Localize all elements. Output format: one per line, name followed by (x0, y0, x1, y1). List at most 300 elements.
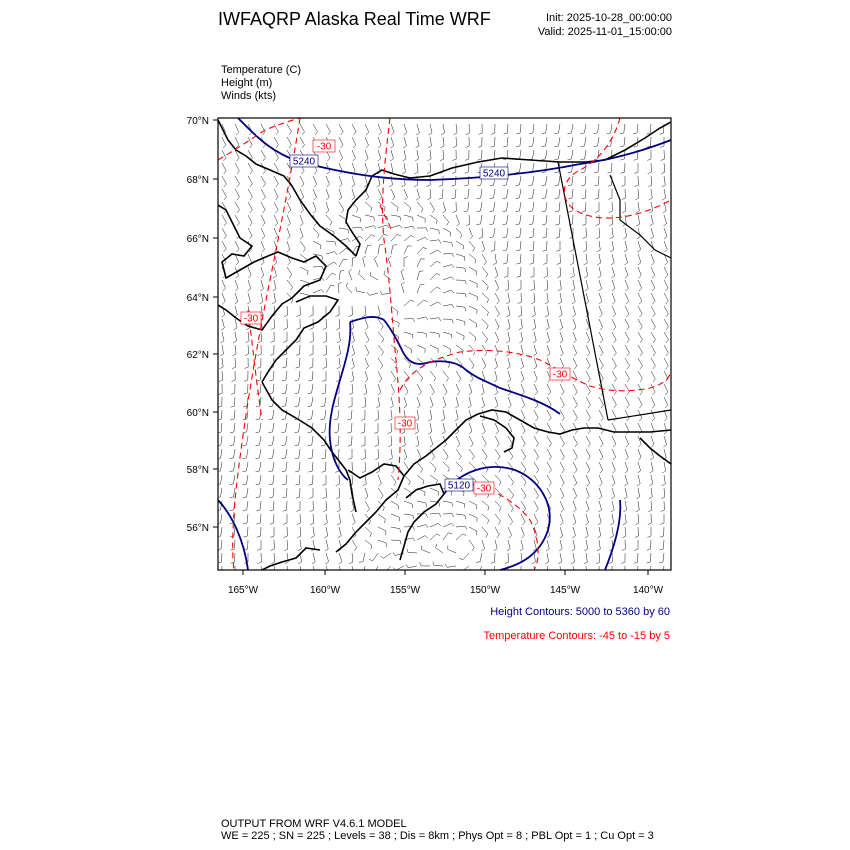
wind-barb (583, 241, 587, 252)
wind-barb (545, 553, 548, 564)
wind-barb (321, 410, 326, 420)
wind-barb (637, 462, 640, 473)
wind-barb (477, 202, 482, 212)
wind-barb (430, 250, 441, 254)
wind-barb (403, 137, 406, 148)
wind-barb (490, 215, 496, 225)
wind-barb (391, 137, 394, 148)
wind-barb (586, 449, 590, 460)
wind-barb (469, 449, 474, 460)
wind-barb (417, 332, 427, 337)
wind-barb (573, 319, 576, 330)
wind-barb (362, 462, 366, 473)
wind-barb (348, 423, 353, 433)
wind-barb (309, 358, 313, 368)
wind-barb (404, 202, 411, 212)
wind-barb (339, 248, 349, 254)
wind-barb (430, 397, 433, 408)
wind-barb (391, 475, 396, 486)
wind-barb (417, 536, 428, 540)
wind-barb (621, 163, 625, 173)
wind-barb (573, 514, 576, 525)
wind-barb (637, 475, 640, 486)
wind-barb (365, 319, 368, 330)
wind-barb (365, 150, 368, 161)
wind-barb (339, 566, 342, 577)
wind-barb (596, 215, 600, 226)
wind-barb (441, 410, 444, 421)
wind-barb (300, 228, 303, 239)
wind-barb (381, 566, 391, 572)
wind-barb (516, 189, 522, 199)
wind-barb (612, 293, 615, 304)
wind-barb (234, 319, 237, 330)
wind-barb (312, 553, 315, 564)
wind-barb (469, 358, 474, 369)
wind-barb (274, 189, 278, 200)
wind-barb (521, 449, 526, 460)
wind-barb (256, 462, 261, 472)
wind-barb (491, 124, 495, 134)
wind-barb (365, 215, 374, 221)
wind-barb (560, 410, 564, 421)
wind-barb (420, 562, 430, 566)
wind-barb (469, 254, 476, 264)
wind-barb (581, 150, 586, 160)
wind-barb (558, 566, 562, 577)
wind-barb (443, 358, 450, 368)
wind-barb (529, 189, 534, 199)
wind-barb (234, 306, 237, 317)
wind-barb (430, 345, 438, 353)
wind-barb (222, 293, 225, 304)
wind-barb (417, 475, 424, 485)
wind-barb (638, 397, 642, 408)
wind-barb (323, 501, 327, 512)
wind-barb (350, 566, 353, 577)
wind-barb (308, 449, 313, 459)
wind-barb (374, 423, 378, 433)
wind-barb (517, 566, 521, 577)
wind-barb (222, 176, 226, 187)
wind-barb (494, 358, 497, 369)
wind-barb (519, 319, 523, 330)
wind-barbs (217, 124, 669, 577)
wind-barb (455, 410, 458, 421)
wind-barb (598, 267, 601, 278)
wind-barb (636, 488, 639, 499)
wind-barb (495, 488, 501, 498)
wind-barb (651, 280, 655, 291)
wind-barb (219, 371, 223, 382)
wind-barb (404, 345, 412, 354)
wind-barb (326, 189, 329, 200)
wind-barb (378, 189, 382, 200)
wind-barb (534, 449, 539, 460)
wind-barb (352, 124, 356, 135)
wind-barb (547, 384, 551, 395)
wind-barb (568, 150, 573, 160)
wind-barb (495, 332, 499, 343)
wind-barb (430, 513, 441, 517)
lat-ticks (213, 120, 218, 527)
wind-barb (365, 137, 369, 148)
wind-barb (221, 332, 224, 343)
wind-barb (351, 358, 354, 369)
wind-barb (547, 462, 552, 473)
wind-barb (624, 475, 627, 486)
wind-barb (453, 137, 457, 148)
wind-barb (367, 292, 378, 295)
wind-barb (326, 273, 336, 280)
wind-barb (295, 462, 300, 472)
wind-barb (571, 566, 575, 577)
wind-barb (338, 282, 342, 293)
wind-barb (664, 319, 669, 330)
wind-barb (270, 527, 274, 537)
wind-barb (534, 384, 538, 395)
lon-label: 150°W (469, 585, 501, 596)
wind-barb (456, 332, 464, 340)
wind-barb (547, 345, 550, 356)
wind-barb (287, 202, 291, 213)
wind-barb (430, 215, 437, 224)
wind-barb (503, 254, 508, 264)
lat-label: 62°N (186, 350, 209, 361)
lon-label: 160°W (309, 585, 341, 596)
wind-barb (243, 462, 249, 472)
wind-barb (453, 202, 457, 213)
wind-barb (361, 410, 365, 420)
wind-barb (391, 514, 400, 521)
lon-ticks (243, 570, 648, 575)
wind-barb (624, 488, 627, 499)
wind-barb (508, 475, 514, 486)
wind-barb (313, 228, 319, 238)
wind-barb (456, 267, 466, 272)
wind-barb (546, 332, 549, 343)
lon-label: 165°W (227, 585, 259, 596)
wind-barb (365, 235, 375, 241)
wind-barb (557, 267, 561, 278)
wind-barb (636, 202, 640, 213)
wind-barb (505, 280, 509, 291)
wind-barb (608, 566, 612, 577)
lat-label: 70°N (186, 116, 209, 127)
wind-barb (469, 293, 477, 301)
wind-barb (638, 371, 642, 382)
wind-barb (650, 215, 653, 226)
wind-barb (651, 306, 655, 317)
wind-barb (664, 397, 668, 408)
wind-barb (599, 332, 603, 343)
wind-barb (543, 241, 547, 251)
wind-barb (322, 384, 327, 394)
wind-barb (518, 306, 522, 317)
wind-barb (365, 345, 369, 356)
wind-barb (443, 501, 453, 507)
wind-barb (404, 319, 415, 323)
wind-barb (542, 202, 547, 212)
wind-barb (586, 475, 590, 486)
wind-barb (596, 553, 600, 564)
wind-barb (638, 254, 641, 265)
wind-barb (469, 436, 473, 447)
wind-barb (248, 267, 251, 278)
wind-barb (635, 514, 639, 525)
wind-barb (416, 189, 419, 200)
wind-barb (390, 150, 393, 161)
wind-barb (520, 358, 523, 369)
wind-barb (261, 124, 265, 135)
wind-barb (620, 124, 625, 134)
wind-barb (456, 501, 465, 508)
wind-barb (570, 241, 574, 252)
wind-barb (415, 423, 419, 434)
wind-barb (365, 202, 372, 212)
wind-barb (261, 189, 265, 200)
wind-barb (664, 371, 668, 382)
wind-barb (547, 436, 552, 447)
wind-barb (283, 332, 287, 342)
wind-barb (404, 300, 414, 306)
wind-barb (482, 358, 486, 369)
wind-barb (504, 124, 508, 134)
wind-barb (443, 202, 446, 213)
wind-barb (443, 524, 454, 528)
wind-barb (595, 176, 600, 186)
height-contour-label: 5240 (482, 168, 506, 180)
wind-barb (417, 215, 425, 223)
wind-barb (271, 553, 275, 564)
wind-barb (417, 384, 421, 395)
wind-barb (586, 332, 590, 343)
wind-barb (571, 267, 575, 278)
wind-barb (326, 241, 336, 246)
wind-barb (309, 488, 313, 498)
wind-barb (481, 384, 484, 395)
wind-barb (586, 436, 590, 447)
wind-barb (415, 410, 418, 421)
wind-barb (503, 241, 508, 251)
wind-barb (287, 228, 290, 239)
wind-barb (235, 215, 239, 226)
wind-barb (647, 553, 652, 563)
wind-barb (531, 280, 535, 291)
wind-barb (326, 215, 332, 225)
wind-barb (256, 423, 261, 433)
lon-labels (228, 585, 664, 596)
wind-barb (402, 176, 406, 187)
wind-barb (417, 228, 428, 232)
wind-barb (584, 267, 587, 278)
wind-barb (430, 371, 436, 381)
wind-barb (469, 384, 472, 395)
wind-barb (326, 202, 329, 213)
wind-barb (430, 332, 440, 337)
wind-barb (456, 319, 465, 326)
wind-barb (244, 371, 248, 381)
wind-barb (650, 228, 653, 239)
wind-barb (313, 202, 316, 213)
wind-barb (243, 436, 248, 446)
wind-barb (542, 189, 547, 199)
wind-barb (516, 124, 521, 134)
wind-barb (651, 332, 656, 343)
wind-barb (258, 566, 262, 577)
wind-barb (321, 423, 326, 433)
wind-barb (469, 527, 477, 535)
wind-barb (516, 137, 521, 147)
wind-barb (287, 241, 290, 252)
wind-barb (534, 514, 538, 525)
wind-barb (612, 462, 615, 473)
wind-barb (534, 410, 538, 421)
wind-barb (494, 371, 497, 382)
wind-barb (347, 410, 352, 420)
wind-barb (271, 332, 275, 343)
wind-barb (555, 189, 560, 199)
wind-barb (453, 150, 457, 161)
temp-contour-label: -30 (476, 483, 492, 495)
wind-barb (287, 267, 292, 278)
wind-barb (560, 488, 564, 499)
wind-barb (635, 176, 639, 187)
wind-barb (625, 306, 629, 317)
wind-barb (261, 241, 265, 252)
wind-barb (635, 189, 639, 200)
wind-barb (581, 176, 586, 186)
wind-barb (269, 449, 274, 459)
wind-barb (365, 358, 369, 369)
wind-barb (324, 527, 327, 538)
wind-barb (560, 436, 565, 447)
wind-barb (417, 237, 428, 241)
wind-barb (231, 397, 235, 407)
wind-barb (378, 150, 381, 161)
wind-barb (456, 462, 462, 472)
wind-barb (544, 280, 548, 291)
wind-barb (651, 397, 655, 408)
wind-barb (417, 202, 423, 212)
wind-barb (261, 176, 266, 187)
wind-barb (508, 488, 514, 499)
wind-barb (339, 150, 343, 161)
wind-barb (295, 436, 300, 446)
wind-barb (573, 449, 577, 460)
wind-barb (365, 540, 372, 549)
wind-barb (456, 280, 466, 284)
wind-barb (466, 124, 470, 135)
wind-barb (284, 527, 288, 538)
wind-barb (248, 280, 251, 291)
wind-barb (231, 384, 235, 394)
wind-barb (647, 150, 651, 160)
wind-barb (365, 332, 369, 343)
wind-barb (456, 241, 464, 250)
wind-barb (598, 514, 601, 525)
wind-barb (248, 202, 252, 213)
wind-barb (282, 449, 287, 459)
wind-barb (443, 449, 448, 460)
wind-barb (309, 306, 313, 317)
wind-barb (612, 280, 615, 291)
wind-barb (469, 306, 477, 314)
wind-barb (243, 449, 249, 459)
wind-barb (352, 137, 356, 148)
wind-barb (269, 371, 274, 381)
wind-barb (477, 189, 482, 199)
wind-barb (495, 527, 499, 538)
wind-barb (417, 462, 423, 473)
field-height: Height (m) (221, 77, 273, 89)
wind-barb (556, 228, 560, 238)
wind-barb (391, 384, 395, 395)
wind-barb (583, 566, 587, 577)
wind-barb (222, 241, 226, 252)
wind-barb (599, 345, 603, 356)
wind-barb (365, 124, 369, 135)
wind-barb (518, 293, 522, 304)
wind-barb (416, 436, 419, 447)
wind-barb (586, 462, 590, 473)
wind-barb (222, 163, 226, 174)
wind-barb (648, 163, 652, 174)
wind-barb (243, 475, 248, 485)
wind-barb (568, 176, 573, 186)
wind-barb (243, 501, 248, 511)
wind-barb (469, 514, 477, 522)
wind-barb (326, 285, 335, 293)
wind-barb (532, 306, 536, 317)
wind-barb (230, 462, 236, 472)
wind-barb (521, 384, 524, 395)
wind-barb (558, 280, 562, 291)
wind-barb (625, 267, 628, 278)
wind-barb (612, 332, 616, 343)
wind-barb (469, 228, 473, 239)
wind-barb (495, 423, 499, 434)
wind-barb (507, 540, 510, 551)
wind-barb (235, 163, 239, 174)
wind-barb (364, 176, 367, 187)
wind-barb (336, 319, 340, 330)
wind-barb (560, 449, 564, 460)
wind-barb (599, 410, 603, 421)
wind-barb (441, 137, 445, 148)
wind-barb (235, 176, 240, 187)
wind-barb (571, 553, 575, 564)
wind-barb (326, 566, 329, 577)
wind-barb (378, 540, 387, 547)
wind-barb (469, 267, 477, 275)
wind-barb (597, 241, 601, 252)
wind-barb (507, 371, 510, 382)
wind-barb (261, 228, 265, 239)
wind-barb (282, 358, 287, 368)
wind-barb (622, 189, 626, 200)
wind-barb (443, 462, 449, 472)
valid-time: Valid: 2025-11-01_15:00:00 (537, 26, 672, 38)
wind-barb (609, 215, 613, 226)
wind-barb (495, 449, 500, 460)
wind-barb (506, 332, 509, 343)
wind-barb (558, 293, 561, 304)
wind-barb (310, 501, 314, 512)
wind-barb (391, 345, 398, 355)
wind-barb (337, 345, 341, 356)
wind-barb (529, 202, 534, 212)
